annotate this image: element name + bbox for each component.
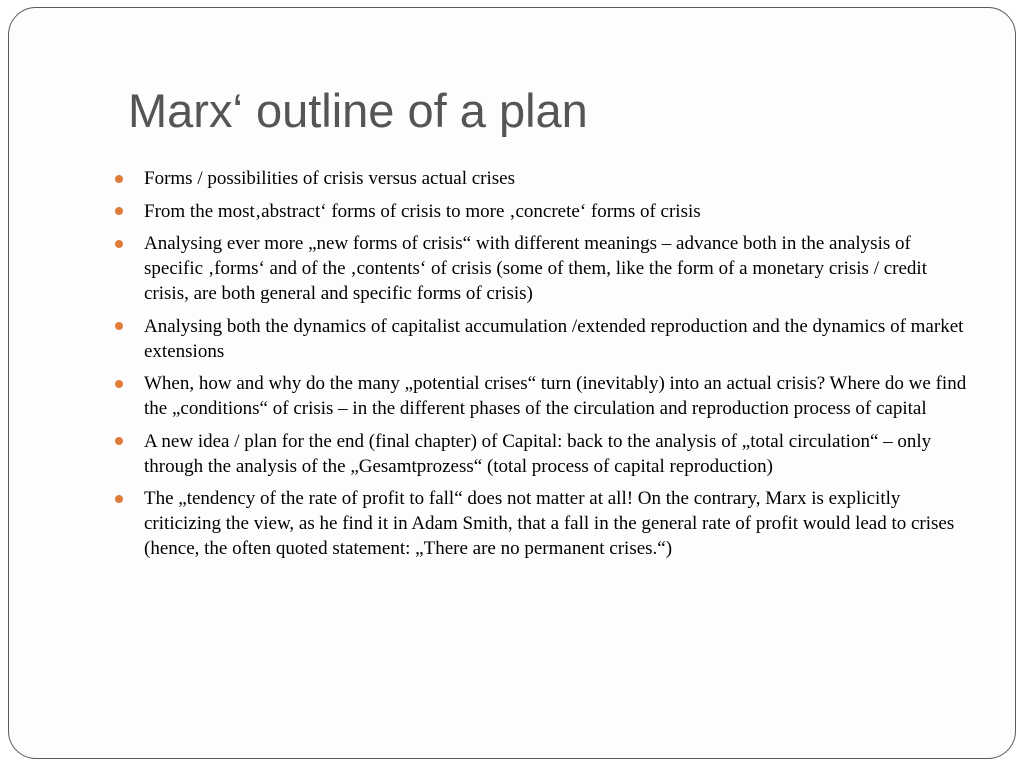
bullet-text: Analysing both the dynamics of capitalist accumulation /extended reproduction and the dynamics of market extensions [144, 315, 964, 362]
list-item [112, 371, 972, 421]
bullet-dot-icon [115, 207, 123, 215]
bullet-dot-icon [115, 495, 123, 503]
list-item [112, 199, 972, 224]
bullet-dot-icon [115, 175, 123, 183]
bullet-list [112, 166, 972, 569]
bullet-dot-icon [115, 322, 123, 330]
bullet-text: The „tendency of the rate of profit to fall“ does not matter at all! On the contrary, Marx is explicitly criticizing the view, as he find it in Adam Smith, that a fall in the general rate of profit would lead to crises (hence, the often quoted statement: „There are no permanent crises.“) [144, 488, 955, 559]
bullet-text: Forms / possibilities of crisis versus actual crises [144, 168, 515, 189]
list-item [112, 486, 972, 561]
bullet-text: Analysing ever more „new forms of crisis“ with different meanings – advance both in the analysis of specific ‚forms‘ and of the ‚contents‘ of crisis (some of them, like the form of a monetary crisis / credit crisis, are both general and specific forms of crisis) [144, 233, 927, 304]
list-item [112, 314, 972, 364]
bullet-text: When, how and why do the many „potential crises“ turn (inevitably) into an actual crisis? Where do we find the „conditions“ of crisis – in the different phases of the circulation and reproduction process of capital [144, 373, 967, 419]
list-item [112, 429, 972, 479]
bullet-text: From the most‚abstract‘ forms of crisis to more ‚concrete‘ forms of crisis [144, 200, 701, 222]
list-item [112, 166, 972, 191]
slide-title: Marx‘ outline of a plan [128, 84, 588, 137]
list-item [112, 231, 972, 306]
bullet-dot-icon [115, 240, 123, 248]
bullet-text: A new idea / plan for the end (final chapter) of Capital: back to the analysis of „total circulation“ – only through the analysis of the „Gesamtprozess“ (total process of capital reproduction) [144, 430, 932, 477]
bullet-dot-icon [115, 437, 123, 445]
bullet-dot-icon [115, 380, 123, 388]
